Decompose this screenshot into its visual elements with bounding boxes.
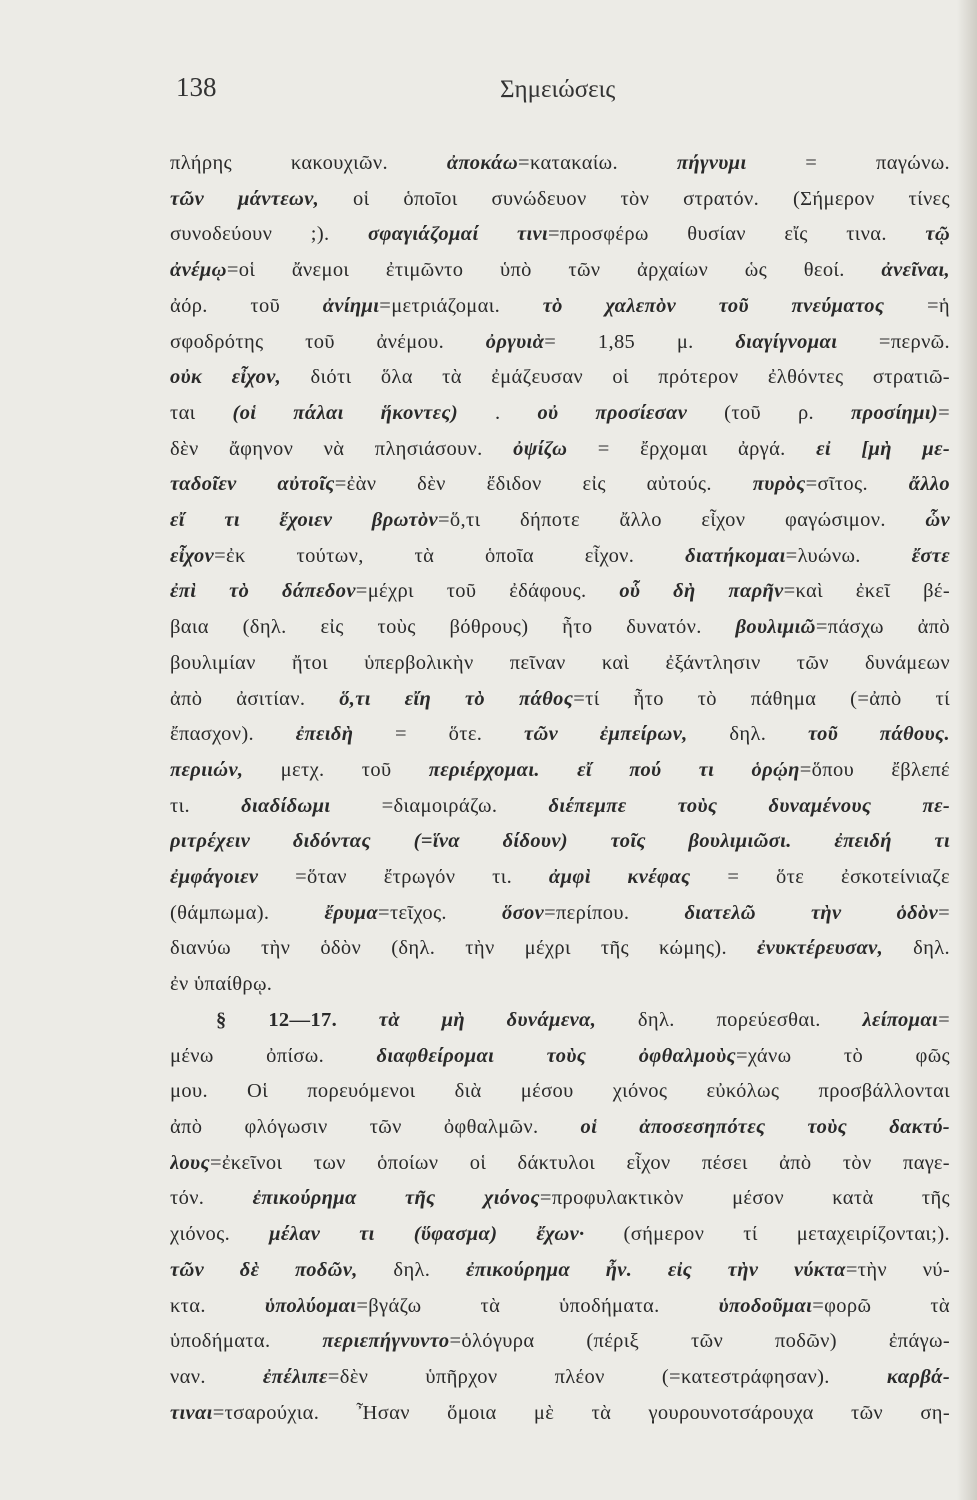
lemma-term: ριτρέχειν διδόντας (=ἵνα δίδουν) τοῖς βουλιμιῶσι. ἐπειδή τι	[170, 830, 950, 853]
lemma-term: ἔστε	[911, 544, 950, 567]
lemma-term: ἐπικούρημα ἦν. εἰς τὴν νύκτα	[465, 1258, 846, 1281]
text-line	[170, 717, 950, 753]
text-line	[170, 1289, 950, 1325]
gloss-text: κτα.	[170, 1294, 265, 1317]
running-title: Σημειώσεις	[500, 76, 616, 103]
lemma-term: τῶν μάντεων,	[170, 187, 320, 210]
lemma-term: περιιών,	[170, 758, 244, 781]
gloss-text: (σήμερον τί μεταχειρίζονται;).	[584, 1223, 950, 1246]
gloss-text: =πάσχω ἀπὸ	[815, 616, 950, 639]
lemma-term: εἴ πού τι ὁρῴη	[577, 758, 800, 781]
text-line	[170, 753, 950, 789]
text-line	[170, 503, 950, 539]
gloss-text: .	[458, 401, 538, 424]
gloss-text: =μέχρι τοῦ ἐδάφους.	[355, 580, 620, 603]
gloss-text: =καὶ ἐκεῖ βέ-	[783, 580, 950, 603]
lemma-term: οἱ ἀποσεσηπότες τοὺς δακτύ-	[580, 1115, 950, 1138]
gloss-text: =προσφέρω θυσίαν εἴς τινα.	[548, 223, 926, 246]
gloss-text: =ὅταν ἔτρωγόν τι.	[258, 866, 549, 889]
text-line	[170, 1181, 950, 1217]
gloss-text: πλήρης κακουχιῶν.	[170, 152, 447, 174]
lemma-term: εἶχον	[170, 544, 215, 567]
gloss-text: =	[938, 1008, 950, 1031]
gloss-text: =ὅπου ἔβλεπέ	[799, 758, 950, 781]
page-spine-shadow	[957, 0, 977, 1500]
lemma-term: βουλιμιῶ	[735, 616, 816, 639]
text-line	[170, 539, 950, 575]
gloss-text: ται	[170, 401, 233, 424]
lemma-term: τὰ μὴ δυνάμενα,	[378, 1008, 597, 1031]
text-line	[170, 789, 950, 825]
lemma-term: διατήκομαι	[685, 544, 786, 567]
text-line	[170, 146, 950, 182]
lemma-term: εἴ τι ἔχοιεν βρωτὸν	[170, 509, 439, 532]
text-line	[170, 396, 950, 432]
lemma-term: ἀποκάω	[446, 152, 519, 174]
section-marker: § 12—17.	[216, 1008, 379, 1031]
text-line	[170, 860, 950, 896]
lemma-term: ὧν	[925, 509, 950, 532]
gloss-text: σφοδρότης τοῦ ἀνέμου.	[170, 330, 486, 353]
text-line	[170, 610, 950, 646]
lemma-term: τοῦ πάθους.	[807, 723, 950, 746]
lemma-term: ἀνεῖναι,	[881, 259, 950, 282]
lemma-term: ἔρυμα	[324, 901, 379, 924]
gloss-text: =τὴν νύ-	[845, 1258, 950, 1281]
gloss-text: =ἐκεῖνοι των ὁποίων οἱ δάκτυλοι εἶχον πέσει ἀπὸ τὸν παγε-	[209, 1151, 950, 1174]
gloss-text: =περίπου.	[544, 901, 685, 924]
gloss-text: ναν.	[170, 1365, 263, 1388]
gloss-text: ἀπὸ φλόγωσιν τῶν ὀφθαλμῶν.	[170, 1115, 581, 1138]
gloss-text: (τοῦ ρ.	[687, 401, 851, 424]
lemma-term: τῶν δὲ ποδῶν,	[170, 1258, 358, 1281]
lemma-term: ὑποδοῦμαι	[718, 1294, 813, 1317]
gloss-text: μου. Οἱ πορευόμενοι διὰ μέσου χιόνος εὐκόλως προσβάλλονται	[170, 1080, 950, 1103]
text-line	[170, 217, 950, 253]
lemma-term: οὗ δὴ παρῆν	[619, 580, 784, 603]
text-line	[170, 467, 950, 503]
lemma-term: ἐπέλιπε	[262, 1365, 328, 1388]
text-line	[170, 360, 950, 396]
text-line	[170, 646, 950, 682]
lemma-term: ἀνίημι	[322, 294, 380, 317]
gloss-text: δηλ.	[883, 937, 950, 960]
text-line	[170, 1253, 950, 1289]
gloss-text: τόν.	[170, 1187, 253, 1210]
gloss-text: (θάμπωμα).	[170, 901, 325, 924]
lemma-term: ἀνέμῳ	[170, 259, 227, 282]
gloss-text: δηλ. πορεύεσθαι.	[596, 1008, 863, 1031]
gloss-text: χιόνος.	[170, 1223, 270, 1246]
lemma-term: ἐνυκτέρευσαν,	[757, 937, 884, 960]
gloss-text: μετχ. τοῦ	[243, 758, 429, 781]
gloss-text: =περνῶ.	[837, 330, 950, 353]
gloss-text: =δὲν ὑπῆρχον πλέον (=κατεστράφησαν).	[327, 1365, 887, 1388]
gloss-text: =ἐκ τούτων, τὰ ὁποῖα εἶχον.	[214, 544, 686, 567]
gloss-text: δηλ.	[687, 723, 808, 746]
lemma-term: διέπεμπε τοὺς δυναμένους πε-	[548, 794, 950, 817]
gloss-text: =ὁλόγυρα (πέριξ τῶν ποδῶν) ἐπάγω-	[449, 1330, 950, 1353]
lemma-term: τὸ χαλεπὸν τοῦ πνεύματος	[542, 294, 885, 317]
text-line	[170, 824, 950, 860]
lemma-term: ὀργυιὰ	[485, 330, 545, 353]
lemma-term: ἐπειδὴ	[295, 723, 354, 746]
gloss-text: =ἡ	[884, 294, 950, 317]
lemma-term: ὀψίζω	[513, 437, 568, 460]
lemma-term: διαγίγνομαι	[735, 330, 838, 353]
text-line	[170, 325, 950, 361]
notes-body	[170, 146, 950, 1431]
text-line	[170, 1074, 950, 1110]
gloss-text: =βγάζω τὰ ὑποδήματα.	[356, 1294, 719, 1317]
text-line	[170, 896, 950, 932]
gloss-text	[540, 759, 577, 781]
gloss-text: =τεῖχος.	[378, 901, 502, 924]
lemma-term: λους	[170, 1151, 210, 1174]
lemma-term: προσίημι)	[851, 401, 939, 424]
lemma-term: ὅσον	[502, 901, 545, 924]
lemma-term: τῷ	[925, 223, 950, 246]
gloss-text: =τσαρούχια. Ἦσαν ὅμοια μὲ τὰ γουρουνοτσάρουχα τῶν ση-	[212, 1401, 950, 1424]
lemma-term: διατελῶ τὴν ὁδὸν	[684, 901, 939, 924]
gloss-text: ἔπασχον).	[170, 723, 296, 746]
lemma-term: καρβά-	[886, 1365, 950, 1388]
gloss-text: =διαμοιράζω.	[330, 794, 549, 817]
lemma-term: περιέρχομαι.	[428, 758, 540, 781]
gloss-text: =κατακαίω.	[518, 152, 677, 174]
text-line	[170, 1396, 950, 1432]
lemma-term: οὐ προσίεσαν	[537, 401, 688, 424]
gloss-text: =λυώνω.	[785, 544, 912, 567]
gloss-text: μένω ὀπίσω.	[170, 1044, 377, 1067]
gloss-text: = ὅτε ἐσκοτείνιαζε	[690, 866, 950, 889]
gloss-text: =σῖτος.	[805, 473, 909, 496]
lemma-term: ὅ,τι εἴη τὸ πάθος	[339, 687, 574, 710]
gloss-text: =προφυλακτικὸν μέσον κατὰ τῆς	[539, 1187, 950, 1210]
text-line	[170, 432, 950, 468]
lemma-term: (οἱ πάλαι ἥκοντες)	[232, 401, 459, 424]
lemma-term: περιεπήγνυντο	[322, 1330, 450, 1353]
gloss-text: = ἔρχομαι ἀργά.	[567, 437, 817, 460]
gloss-text: βαια (δηλ. εἰς τοὺς βόθρους) ἦτο δυνατόν.	[170, 616, 736, 639]
gloss-text: δὲν ἄφηνον νὰ πλησιάσουν.	[170, 437, 514, 460]
text-line	[170, 931, 950, 967]
lemma-term: ὑπολύομαι	[264, 1294, 357, 1317]
text-line	[170, 1324, 950, 1360]
lemma-term: οὐκ εἶχον,	[170, 366, 282, 389]
text-line	[170, 1217, 950, 1253]
gloss-text: = 1,85 μ.	[544, 330, 736, 353]
gloss-text: =	[938, 401, 950, 424]
lemma-term: μέλαν τι (ὕφασμα) ἔχων·	[269, 1223, 585, 1246]
gloss-text: =τί ἦτο τὸ πάθημα (=ἀπὸ τί	[573, 687, 950, 710]
gloss-text: =φορῶ τὰ	[812, 1294, 950, 1317]
text-line	[170, 1146, 950, 1182]
gloss-text: βουλιμίαν ἤτοι ὑπερβολικὴν πεῖναν καὶ ἐξάντλησιν τῶν δυνάμεων	[170, 651, 950, 674]
gloss-text: ἐν ὑπαίθρῳ.	[170, 973, 273, 996]
page-number: 138	[176, 72, 217, 102]
lemma-term: διαδίδωμι	[241, 794, 331, 817]
text-line	[170, 182, 950, 218]
gloss-text: =ὅ,τι δήποτε ἄλλο εἶχον φαγώσιμον.	[438, 509, 926, 532]
text-line	[170, 1003, 950, 1039]
lemma-term: ταδοῖεν αὐτοῖς	[170, 473, 335, 496]
lemma-term: ἐπικούρημα τῆς χιόνος	[252, 1187, 540, 1210]
gloss-text: τι.	[170, 794, 242, 817]
lemma-term: ἐμφάγοιεν	[170, 866, 259, 889]
gloss-text: ὑποδήματα.	[170, 1330, 323, 1353]
lemma-term: διαφθείρομαι τοὺς ὀφθαλμοὺς	[376, 1044, 737, 1067]
gloss-text: =ἐὰν δὲν ἔδιδον εἰς αὐτούς.	[334, 473, 753, 496]
lemma-term: τῶν ἐμπείρων,	[524, 723, 688, 746]
gloss-text: =	[938, 901, 950, 924]
text-line	[170, 967, 950, 1003]
lemma-term: πυρὸς	[752, 473, 806, 496]
text-line	[170, 682, 950, 718]
gloss-text: διότι ὅλα τὰ ἐμάζευσαν οἱ πρότερον ἐλθόντες στρατιῶ-	[281, 366, 950, 389]
gloss-text: ἀόρ. τοῦ	[170, 294, 323, 317]
gloss-text: =οἱ ἄνεμοι ἐτιμῶντο ὑπὸ τῶν ἀρχαίων ὡς θεοί.	[226, 259, 882, 282]
text-line	[170, 253, 950, 289]
gloss-text: οἱ ὁποῖοι συνώδευον τὸν στρατόν. (Σήμερον τίνες	[319, 187, 950, 210]
text-line	[170, 1039, 950, 1075]
text-line	[170, 1360, 950, 1396]
text-line	[170, 289, 950, 325]
text-line	[170, 574, 950, 610]
gloss-text: διανύω τὴν ὁδὸν (δηλ. τὴν μέχρι τῆς κώμης).	[170, 937, 757, 960]
lemma-term: ἄλλο	[908, 473, 950, 496]
lemma-term: σφαγιάζομαί τινι	[368, 223, 549, 246]
gloss-text: συνοδεύουν ;).	[170, 223, 369, 246]
lemma-term: πήγνυμι	[676, 152, 747, 174]
lemma-term: ἐπὶ τὸ δάπεδον	[170, 580, 356, 603]
lemma-term: τιναι	[170, 1401, 213, 1424]
lemma-term: λείπομαι	[862, 1008, 939, 1031]
gloss-text: δηλ.	[357, 1258, 466, 1281]
lemma-term: ἀμφὶ κνέφας	[548, 866, 691, 889]
gloss-text: =χάνω τὸ φῶς	[736, 1044, 950, 1067]
gloss-text: =μετριάζομαι.	[379, 294, 543, 317]
lemma-term: εἰ [μὴ με-	[816, 437, 950, 460]
text-line	[170, 1110, 950, 1146]
gloss-text: = ὅτε.	[353, 723, 524, 746]
gloss-text: = παγώνω.	[746, 152, 950, 174]
gloss-text: ἀπὸ ἀσιτίαν.	[170, 687, 340, 710]
